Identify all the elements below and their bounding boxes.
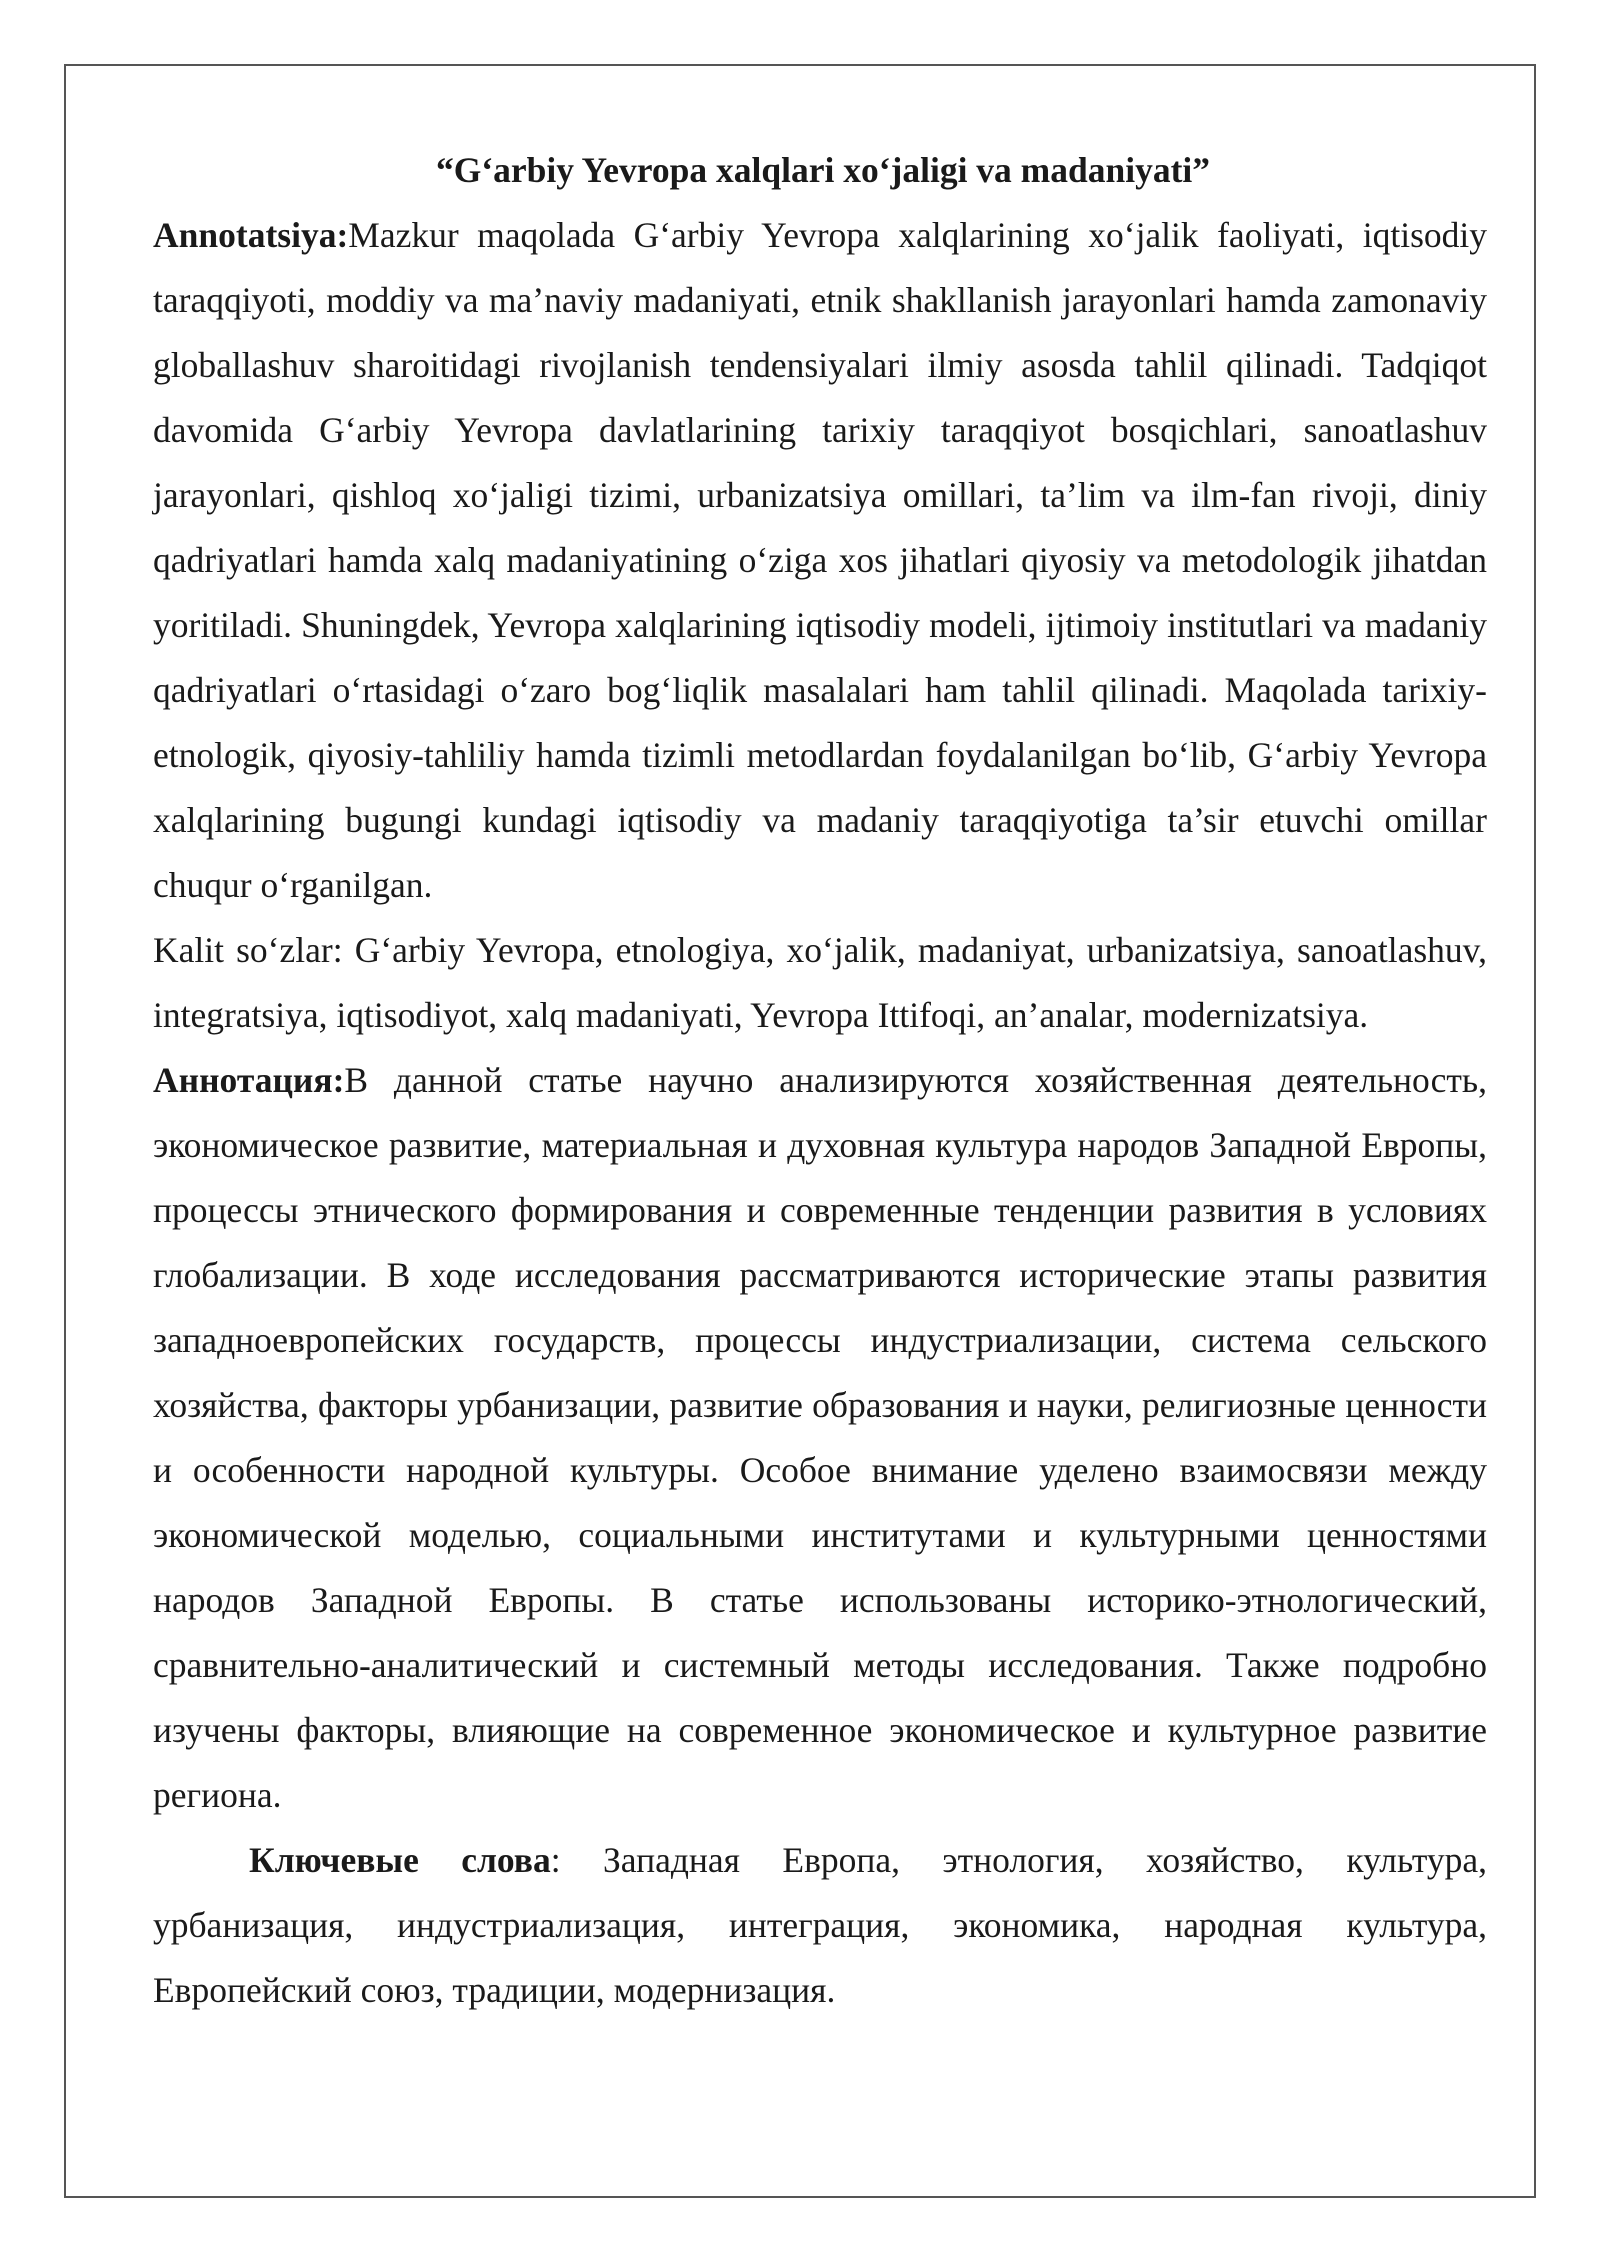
ru-keywords — [153, 1828, 1487, 2023]
ru-annotation-label: Аннотация: — [153, 1060, 345, 1100]
document-title: “G‘arbiy Yevropa xalqlari xo‘jaligi va madaniyati” — [435, 150, 1211, 190]
ru-keywords-label: Ключевые слова — [249, 1840, 551, 1880]
ru-keywords-text: : Западная Европа, этнология, хозяйство, культура, урбанизация, индустриализация, интеграция, экономика, народная культура, Европейский союз, традиции, модернизация. — [153, 1840, 1488, 2010]
document-body — [153, 138, 1487, 2023]
uz-keywords — [153, 918, 1487, 1048]
uz-annotation-label: Annotatsiya: — [153, 215, 349, 255]
ru-annotation — [153, 1048, 1487, 1828]
uz-annotation — [153, 203, 1487, 918]
uz-keywords-text: Kalit so‘zlar: G‘arbiy Yevropa, etnologiya, xo‘jalik, madaniyat, urbanizatsiya, sanoatlashuv, integratsiya, iqtisodiyot, xalq madaniyati, Yevropa Ittifoqi, an’analar, modernizatsiya. — [153, 930, 1487, 1035]
uz-annotation-text: Mazkur maqolada G‘arbiy Yevropa xalqlarining xo‘jalik faoliyati, iqtisodiy taraqqiyoti, moddiy va ma’naviy madaniyati, etnik shakllanish jarayonlari hamda zamonaviy globallashuv sharoitidagi rivojlanish tendensiyalari ilmiy asosda tahlil qilinadi. Tadqiqot davomida G‘arbiy Yevropa davlatlarining tarixiy taraqqiyot bosqichlari, sanoatlashuv jarayonlari, qishloq xo‘jaligi tizimi, urbanizatsiya omillari, ta’lim va ilm-fan rivoji, diniy qadriyatlari hamda xalq madaniyatining o‘ziga xos jihatlari qiyosiy va metodologik jihatdan yoritiladi. Shuningdek, Yevropa xalqlarining iqtisodiy modeli, ijtimoiy institutlari va madaniy qadriyatlari o‘rtasidagi o‘zaro bog‘liqlik masalalari ham tahlil qilinadi. Maqolada tarixiy-etnologik, qiyosiy-tahliliy hamda tizimli metodlardan foydalanilgan bo‘lib, G‘arbiy Yevropa xalqlarining bugungi kundagi iqtisodiy va madaniy taraqqiyotiga ta’sir etuvchi omillar chuqur o‘rganilgan. — [153, 215, 1487, 905]
ru-annotation-text: В данной статье научно анализируются хозяйственная деятельность, экономическое развитие, материальная и духовная культура народов Западной Европы, процессы этнического формирования и современные тенденции развития в условиях глобализации. В ходе исследования рассматриваются исторические этапы развития западноевропейских государств, процессы индустриализации, система сельского хозяйства, факторы урбанизации, развитие образования и науки, религиозные ценности и особенности народной культуры. Особое внимание уделено взаимосвязи между экономической моделью, социальными институтами и культурными ценностями народов Западной Европы. В статье использованы историко-этнологический, сравнительно-аналитический и системный методы исследования. Также подробно изучены факторы, влияющие на современное экономическое и культурное развитие региона. — [153, 1060, 1487, 1815]
